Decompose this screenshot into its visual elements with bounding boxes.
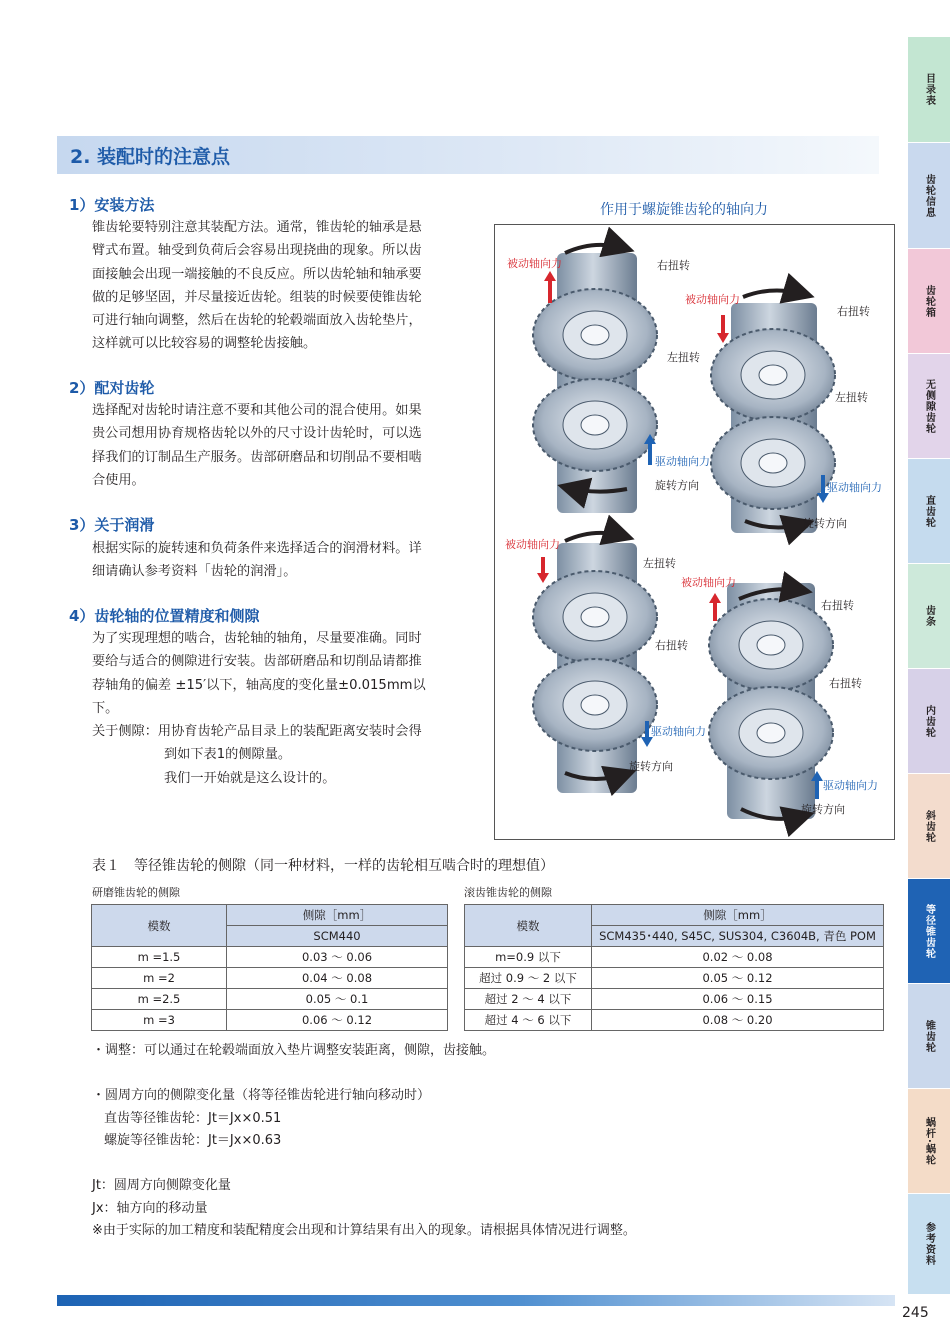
paragraph-install [92,216,422,356]
note-jt-definition: Jt：圆周方向侧隙变化量 [92,1178,231,1193]
side-tab-label: 锥齿轮 [923,1019,935,1053]
label-left-twist: 左扭转 [643,557,676,570]
subsection-heading-lubrication: 3）关于润滑 [69,516,155,534]
side-tab-label: 目录表 [923,73,935,106]
label-passive-axial-force: 被动轴向力 [685,293,740,306]
label-rotation: 旋转方向 [803,517,847,530]
text-line: 我们一开始就是这么设计的。 [164,770,336,786]
text-line: 做的足够坚固，并尽量接近齿轮。组装的时候要使锥齿轮 [92,289,422,305]
side-tab-label: 无侧隙齿轮 [923,378,935,434]
text-line: 细请确认参考资料「齿轮的润滑」。 [92,564,297,580]
table-cell: m =2 [92,968,227,989]
text-line: 这样就可以比较容易的调整轮齿接触。 [92,336,317,352]
table-cell: m =2.5 [92,989,227,1010]
table-header-backlash: 侧隙［mm］ [227,905,448,926]
note-jx-definition: Jx：轴方向的移动量 [92,1201,208,1216]
note-circumferential-title: ・圆周方向的侧隙变化量（将等径锥齿轮进行轴向移动时） [92,1088,431,1103]
side-tab-internal-gear[interactable] [908,669,950,773]
note-adjustment: ・调整：可以通过在轮毂端面放入垫片调整安装距离，侧隙，齿接触。 [92,1043,496,1058]
text-line: 合使用。 [92,472,145,488]
label-right-twist: 右扭转 [657,259,690,272]
table-header-module: 模数 [92,905,227,947]
label-drive-axial-force: 驱动轴向力 [651,725,706,738]
table-cell: m=0.9 以下 [465,947,592,968]
text-line: 贵公司想用协育规格齿轮以外的尺寸设计齿轮时，可以选 [92,426,422,442]
table-row [92,968,448,989]
table-row [92,1010,448,1031]
table-cell: m =1.5 [92,947,227,968]
paragraph-lubrication [92,537,422,584]
text-line: 要给与适合的侧隙进行安装。齿部研磨品和切削品请都推 [92,654,422,670]
gear-pair-2 [711,290,835,533]
table-row [465,947,884,968]
side-tab-reference[interactable] [908,1194,950,1294]
side-tab-worm[interactable] [908,1089,950,1193]
side-tab-label: 参考资料 [923,1222,935,1266]
side-tab-gearbox[interactable] [908,249,950,353]
paragraph-mating [92,399,422,492]
table-row [465,1010,884,1031]
subsection-heading-install: 1）安装方法 [69,196,155,214]
side-tab-zero-backlash[interactable] [908,354,950,458]
label-rotation: 旋转方向 [801,803,845,816]
gear-pair-3 [533,533,657,793]
table-cell: 0.06 ～ 0.12 [227,1010,448,1031]
table-cell: m =3 [92,1010,227,1031]
table-cell: 0.05 ～ 0.1 [227,989,448,1010]
side-tab-label: 直齿轮 [923,494,935,528]
side-tab-label: 齿轮箱 [923,284,935,318]
note-straight-formula: 直齿等径锥齿轮：Jt＝Jx×0.51 [104,1111,282,1126]
text-line: 为了实现理想的啮合，齿轮轴的轴角，尽量要准确。同时 [92,631,422,646]
table-row [465,968,884,989]
label-right-twist: 右扭转 [821,599,854,612]
label-drive-axial-force: 驱动轴向力 [655,455,710,468]
subsection-heading-precision: 4）齿轮轴的位置精度和侧隙 [69,607,260,625]
ground-bevel-backlash-table [91,904,448,1031]
side-tab-label: 齿条 [923,605,935,627]
side-tab-label: 斜齿轮 [923,809,935,843]
gear-pair-4 [709,583,833,819]
label-passive-axial-force: 被动轴向力 [505,538,560,551]
text-line: 到如下表1的侧隙量。 [164,747,292,763]
side-tab-label: 齿轮信息 [923,173,935,218]
label-passive-axial-force: 被动轴向力 [507,257,562,270]
side-tab-label: 内齿轮 [923,704,935,738]
table-header-module: 模数 [465,905,592,947]
section-title: 2. 装配时的注意点 [70,146,231,168]
text-line: 关于侧隙：用协育齿轮产品目录上的装配距离安装时会得 [92,724,422,740]
text-line: 可进行轴向调整，然后在齿轮的轮毂端面放入齿轮垫片， [92,313,422,329]
label-left-twist: 左扭转 [835,391,868,404]
table-cell: 0.05 ～ 0.12 [592,968,884,989]
table-caption: 表１ 等径锥齿轮的侧隙（同一种材料，一样的齿轮相互啮合时的理想值） [92,858,554,874]
text-line: 根据实际的旋转速和负荷条件来选择适合的润滑材料。详 [92,541,422,556]
bevel-gear-axial-force-figure [494,224,895,840]
text-line: 择我们的订制品生产服务。齿部研磨品和切削品不要相啮 [92,449,422,465]
gear-pair-1 [533,245,657,513]
table-header-material: SCM440 [227,926,448,947]
table-cell: 超过 0.9 ～ 2 以下 [465,968,592,989]
table-cell: 超过 4 ～ 6 以下 [465,1010,592,1031]
label-rotation: 旋转方向 [629,760,673,773]
label-passive-axial-force: 被动轴向力 [681,576,736,589]
label-left-twist: 左扭转 [667,351,700,364]
label-drive-axial-force: 驱动轴向力 [827,481,882,494]
table-cell: 0.08 ～ 0.20 [592,1010,884,1031]
table-row [465,989,884,1010]
side-tab-miter-gear[interactable] [908,879,950,983]
side-tab-helical-gear[interactable] [908,774,950,878]
figure-title: 作用于螺旋锥齿轮的轴向力 [600,202,768,218]
label-rotation: 旋转方向 [655,479,699,492]
footer-bar [57,1295,895,1306]
table-cell: 超过 2 ～ 4 以下 [465,989,592,1010]
label-right-twist: 右扭转 [829,677,862,690]
table-right-label: 滚齿锥齿轮的侧隙 [464,886,552,899]
table-cell: 0.06 ～ 0.15 [592,989,884,1010]
table-header-material: SCM435･440, S45C, SUS304, C3604B, 青色 POM [592,926,884,947]
page-number: 245 [902,1305,929,1321]
text-line: 荐轴角的偏差 ±15′以下，轴高度的变化量±0.015mm以 [92,677,426,693]
table-cell: 0.04 ～ 0.08 [227,968,448,989]
side-tab-contents[interactable] [908,37,950,142]
table-cell: 0.02 ～ 0.08 [592,947,884,968]
note-remark: ※由于实际的加工精度和装配精度会出现和计算结果有出入的现象。请根据具体情况进行调整。 [92,1223,636,1238]
side-tab-label: 等径锥齿轮 [923,903,935,959]
text-line: 选择配对齿轮时请注意不要和其他公司的混合使用。如果 [92,403,422,418]
side-tab-gear-info[interactable] [908,143,950,248]
hobbed-bevel-backlash-table [464,904,884,1031]
side-tab-bevel-gear[interactable] [908,984,950,1088]
text-line: 面接触会出现一端接触的不良反应。所以齿轮轴和轴承要 [92,266,422,282]
subsection-heading-mating: 2）配对齿轮 [69,379,155,397]
note-spiral-formula: 螺旋等径锥齿轮：Jt＝Jx×0.63 [104,1133,282,1148]
text-line: 臂式布置。轴受到负荷后会容易出现挠曲的现象。所以齿 [92,243,422,259]
text-line: 锥齿轮要特别注意其装配方法。通常，锥齿轮的轴承是悬 [92,220,422,235]
gear-diagram [495,225,895,840]
label-right-twist: 右扭转 [837,305,870,318]
side-tab-spur-gear[interactable] [908,459,950,563]
table-row [92,947,448,968]
table-row [92,989,448,1010]
label-drive-axial-force: 驱动轴向力 [823,779,878,792]
table-cell: 0.03 ～ 0.06 [227,947,448,968]
paragraph-precision [92,627,426,790]
text-line: 下。 [92,700,119,716]
side-tab-label: 蜗杆·蜗轮 [923,1116,935,1166]
side-tab-rack[interactable] [908,564,950,668]
table-left-label: 研磨锥齿轮的侧隙 [92,886,180,899]
table-header-backlash: 侧隙［mm］ [592,905,884,926]
label-right-twist: 右扭转 [655,639,688,652]
